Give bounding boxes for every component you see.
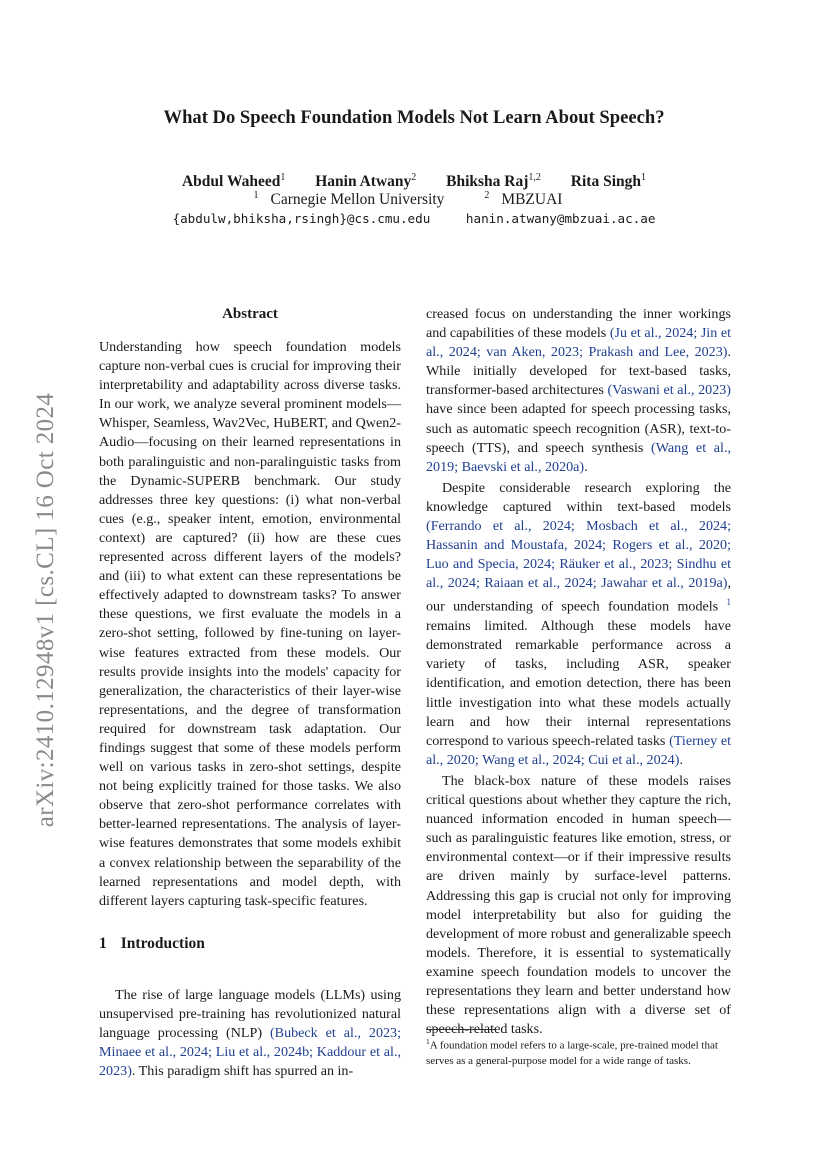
author: Hanin Atwany$^2$ — [315, 172, 417, 191]
arxiv-identifier: arXiv:2410.12948v1 [cs.CL] 16 Oct 2024 — [32, 392, 59, 828]
author: Abdul Waheed$^1$ — [181, 172, 286, 191]
author: Rita Singh$^1$ — [570, 172, 647, 191]
abstract-heading: Abstract — [222, 306, 278, 322]
intro-paragraph: The black-box nature of these models raises critical questions about whether they capture the rich, nuanced information encoded in human speech—such as paralinguistic features like emotion, stress, or environmental context—or if their impressive results are driven mainly by surface-level patterns. Addressing this gap is crucial not only for improving model interpretability but also for guiding the development of more robust and generalizable speech models. Therefore, it is essential to systematically examine speech foundation models to uncover the representations they learn and better understand how these representations align with a diverse set of speech-related tasks. — [426, 772, 731, 1038]
citation-link[interactable]: (Tierney et al., 2020; Wang et al., 2024; Cui et al., 2024) — [426, 732, 731, 768]
footnote-divider — [426, 1029, 496, 1030]
intro-right-column — [426, 305, 731, 1039]
intro-left-column — [99, 986, 401, 1081]
email[interactable]: hanin.atwany@mbzuai.ac.ae — [465, 211, 656, 226]
footnote-mark: 1 — [426, 1037, 430, 1046]
section-number: 1 — [99, 935, 107, 952]
footnote — [426, 1034, 731, 1069]
affiliations — [0, 190, 828, 209]
paper-title: What Do Speech Foundation Models Not Learn About Speech? — [163, 107, 665, 128]
footnote-text: A foundation model refers to a large-scale, pre-trained model that serves as a general-purpose model for a wide range of tasks. — [426, 1039, 718, 1067]
citation-link[interactable]: (Vaswani et al., 2023) — [607, 382, 731, 399]
intro-paragraph: Despite considerable research exploring the knowledge captured within text-based models (Ferrando et al., 2024; Mosbach et al., 2024; Hassanin and Moustafa, 2024; Rogers et al., 2020; Luo and Specia, 2024; Räuker et al., 2023; Sindhu et al., 2024; Raiaan et al., 2024; Jawahar et al., 2019a), our understanding of speech foundation models $^1$ remains limited. Although these models have demonstrated remarkable performance across a variety of tasks, including ASR, speaker identification, and emotion detection, there has been little investigation into what these models actually learn and how their internal representations correspond to various speech-related tasks (Tierney et al., 2020; Wang et al., 2024; Cui et al., 2024). — [426, 479, 731, 768]
citation-link[interactable]: (Ju et al., 2024; Jin et al., 2024; van Aken, 2023; Prakash and Lee, 2023) — [426, 325, 732, 361]
affiliation: $^1$ Carnegie Mellon University — [253, 190, 445, 209]
citation-link[interactable]: (Wang et al., 2019; Baevski et al., 2020a) — [426, 439, 731, 475]
citation-link[interactable]: (Ferrando et al., 2024; Mosbach et al., 2024; Hassanin and Moustafa, 2024; Rogers et al., 2020; Luo and Specia, 2024; Räuker et al., 2023; Sindhu et al., 2024; Raiaan et al., 2024; Jawahar et al., 2019a) — [426, 518, 731, 592]
intro-paragraph: creased focus on understanding the inner workings and capabilities of these models (Ju et al., 2024; Jin et al., 2024; van Aken, 2023; Prakash and Lee, 2023). While initially developed for text-based tasks, transformer-based architectures (Vaswani et al., 2023) have since been adapted for speech processing tasks, such as automatic speech recognition (ASR), text-to-speech (TTS), and speech synthesis (Wang et al., 2019; Baevski et al., 2020a). — [426, 306, 732, 475]
author-emails — [0, 211, 828, 226]
affiliation: $^2$ MBZUAI — [484, 190, 563, 209]
author: Bhiksha Raj$^{1,2}$ — [446, 172, 541, 191]
abstract-text: Understanding how speech foundation models capture non-verbal cues is crucial for improving their interpretability and adaptability across diverse tasks. In our work, we analyze several prominent models—Whisper, Seamless, Wav2Vec, HuBERT, and Qwen2-Audio—focusing on their learned representations in both paralinguistic and non-paralinguistic tasks from the Dynamic-SUPERB benchmark. Our study addresses three key questions: (i) what non-verbal cues (e.g., speaker intent, emotion, environmental context) are captured? (ii) how are these cues represented across different layers of the models? and (iii) to what extent can these representations be effectively adapted to downstream tasks? To answer these questions, we first evaluate the models in a zero-shot setting, followed by fine-tuning on layer-wise features extracted from these models. Our results provide insights into the models' capacity for generalization, the characteristics of their layer-wise representations, and the degree of transformation required for downstream task adaptation. Our findings suggest that some of these models perform well on various tasks in zero-shot settings, despite not being explicitly trained for those tasks. We also observe that zero-shot performance correlates with better-learned representations. The analysis of layer-wise features demonstrates that some models exhibit a convex relationship between the separability of the learned representations and model depth, with different layers capturing task-specific features. — [99, 339, 401, 909]
section-heading — [99, 935, 205, 953]
section-title: Introduction — [120, 935, 205, 952]
abstract — [99, 338, 401, 911]
citation-link[interactable]: (Bubeck et al., 2023; Minaee et al., 2024; Liu et al., 2024b; Kaddour et al., 2023) — [99, 1025, 402, 1080]
email[interactable]: {abdulw,bhiksha,rsingh}@cs.cmu.edu — [172, 211, 431, 226]
intro-paragraph: The rise of large language models (LLMs) using unsupervised pre-training has revolutionized natural language processing (NLP) (Bubeck et al., 2023; Minaee et al., 2024; Liu et al., 2024b; Kaddour et al., 2023). This paradigm shift has spurred an in- — [99, 987, 402, 1080]
author-list — [0, 172, 828, 191]
arxiv-sidebar — [16, 360, 76, 860]
footnote-marker[interactable]: 1 — [726, 597, 731, 608]
